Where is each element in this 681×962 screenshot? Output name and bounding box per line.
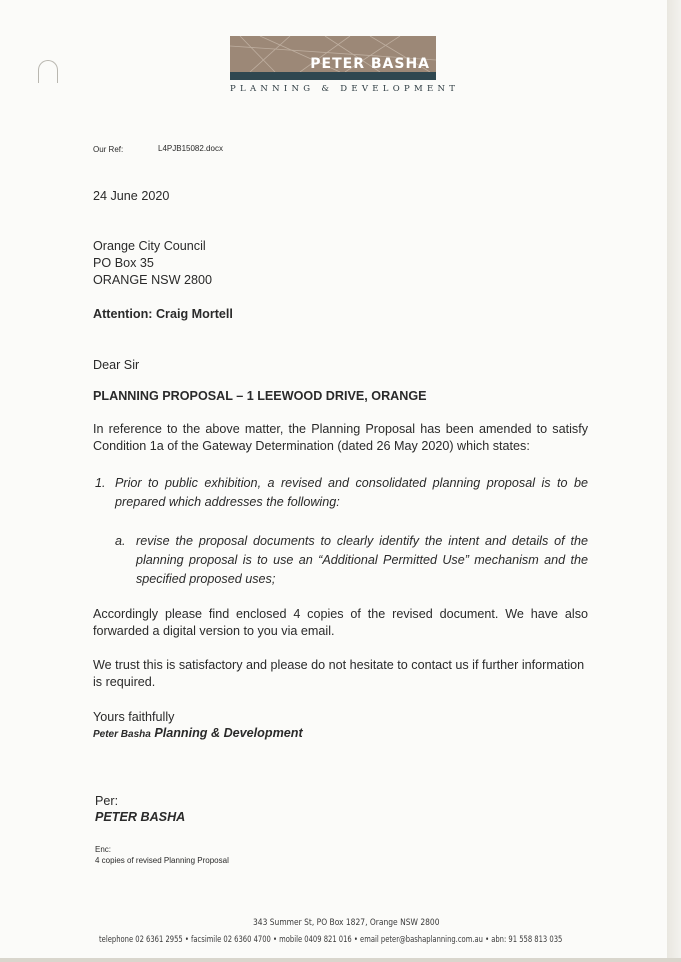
punch-hole-mark [38,60,58,83]
list-item-1a-marker: a. [115,534,126,548]
footer-address: 343 Summer St, PO Box 1827, Orange NSW 2800 [253,917,440,927]
logo-stripe [230,72,436,80]
enclosure-paragraph: Accordingly please find enclosed 4 copies of the revised document. We have also forwarded a digital version to you via email. [93,607,588,638]
reference-label: Our Ref: [93,145,124,154]
company-signature-suffix: Planning & Development [154,726,303,740]
company-signature-prefix: Peter Basha [93,729,151,740]
logo-band [230,36,436,72]
signatory-name: PETER BASHA [95,810,186,824]
letter-date: 24 June 2020 [93,189,170,203]
list-item-1a-text: revise the proposal documents to clearly identify the intent and details of the planning proposal is to use an “Additional Permitted Use” mechanism and the specified proposed uses; [136,534,588,586]
subject-heading: PLANNING PROPOSAL – 1 LEEWOOD DRIVE, ORANGE [93,389,427,403]
recipient-line-2: PO Box 35 [93,256,154,270]
list-item-1-text: Prior to public exhibition, a revised and consolidated planning proposal is to be prepared which addresses the following: [115,476,588,509]
recipient-line-3: ORANGE NSW 2800 [93,273,212,287]
logo-company-name: PETER BASHA [310,56,430,72]
salutation: Dear Sir [93,358,140,372]
attention-line: Attention: Craig Mortell [93,307,233,321]
company-logo [230,36,436,80]
reference-value: L4PJB15082.docx [158,144,223,153]
logo-subtitle: PLANNING & DEVELOPMENT [230,84,460,94]
closing-paragraph: We trust this is satisfactory and please do not hesitate to contact us if further information is required. [93,658,585,689]
list-item-1-marker: 1. [95,476,106,490]
page-bottom-edge [0,958,681,962]
per-label: Per: [95,794,119,808]
recipient-line-1: Orange City Council [93,239,206,253]
page-edge-shadow [667,0,681,962]
enclosure-item: 4 copies of revised Planning Proposal [95,856,229,865]
enclosure-label: Enc: [95,845,112,854]
footer-contacts: telephone 02 6361 2955 • facsimile 02 6360 4700 • mobile 0409 821 016 • email peter@bashaplanning.com.au • abn: 91 558 813 035 [99,934,563,944]
company-signature [93,725,303,743]
intro-paragraph: In reference to the above matter, the Planning Proposal has been amended to satisfy Condition 1a of the Gateway Determination (dated 26 May 2020) which states: [93,422,588,453]
valediction: Yours faithfully [93,710,175,724]
